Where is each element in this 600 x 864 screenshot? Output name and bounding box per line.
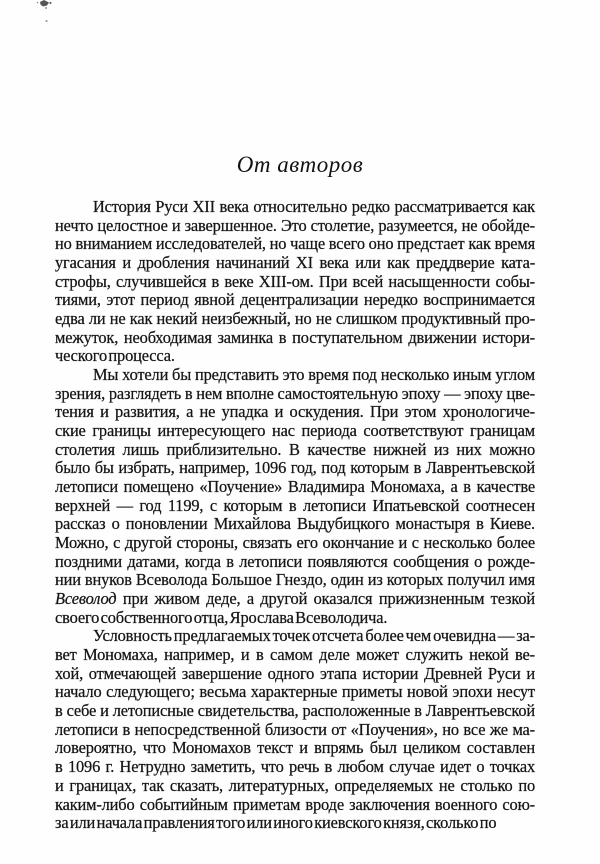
chapter-title: От авторов — [236, 152, 364, 177]
text-line: летописи в непосредственной близости от «Поучения», но все же ма- — [55, 719, 535, 739]
text-line: за или начала правления того или иного киевского князя, сколько по — [55, 813, 497, 833]
text-line: зрения, разглядеть в нем вполне самостоятельную эпоху — эпоху цве- — [55, 383, 535, 403]
text-line: нии внуков Всеволода Большое Гнездо, один из которых получил имя — [55, 570, 535, 590]
text-line: рассказ о поновлении Михайлова Выдубицкого монастыря в Киеве. — [55, 514, 535, 534]
text-line: тиями, этот период явной децентрализации нередко воспринимается — [55, 290, 535, 310]
text-line: в 1096 г. Нетрудно заметить, что речь в любом случае идет о точках — [55, 757, 535, 777]
text-line: нечто целостное и завершенное. Это столетие, разумеется, не обойде- — [55, 215, 535, 235]
text-line: Всеволод при живом деде, а другой оказался прижизненным тезкой — [55, 589, 535, 609]
text-line: Можно, с другой стороны, связать его окончание и с несколько более — [55, 533, 535, 553]
text-line: вет Мономаха, например, и в самом деле может служить некой ве- — [55, 645, 535, 665]
text-line: межуток, необходимая заминка в поступательном движении истори- — [55, 327, 535, 347]
text-line: угасания и дробления начинаний XI века или как преддверие ката- — [55, 253, 535, 273]
ink-smudge-icon — [34, 0, 60, 28]
text-line: было бы избрать, например, 1096 год, под которым в Лаврентьевской — [55, 458, 535, 478]
text-line: Мы хотели бы представить это время под несколько иным углом — [93, 365, 535, 385]
text-line: тения и развития, а не упадка и оскудения. При этом хронологиче- — [55, 402, 535, 422]
text-line: в себе и летописные свидетельства, расположенные в Лаврентьевской — [55, 701, 535, 721]
text-line: ловероятно, что Мономахов текст и впрямь был целиком составлен — [55, 738, 535, 758]
body-text-block — [55, 198, 535, 833]
text-line: своего собственного отца, Ярослава Всеволодича. — [55, 607, 388, 627]
text-line: каким-либо событийным приметам вроде заключения военного сою- — [55, 794, 535, 814]
text-line: начало следующего; весьма характерные приметы новой эпохи несут — [55, 682, 535, 702]
text-line: но вниманием исследователей, но чаще всего оно предстает как время — [55, 234, 535, 254]
text-line: верхней — год 1199, с которым в летописи Ипатьевской соотнесен — [55, 495, 535, 515]
text-line: строфы, случившейся в веке XIII-ом. При всей насыщенности собы- — [55, 271, 535, 291]
text-line: летописи помещено «Поучение» Владимира Мономаха, а в качестве — [55, 477, 535, 497]
text-line: Условность предлагаемых точек отсчета более чем очевидна — за- — [93, 626, 535, 646]
text-line: и границах, так сказать, литературных, определяемых не столько по — [55, 775, 535, 795]
text-line: поздними датами, когда в летописи появляются сообщения о рожде- — [55, 551, 535, 571]
text-line: хой, отмечающей завершение одного этапа истории Древней Руси и — [55, 663, 535, 683]
text-line: ческого процесса. — [55, 346, 175, 366]
text-line: столетия лишь приблизительно. В качестве нижней из них можно — [55, 439, 535, 459]
text-line: едва ли не как некий неизбежный, но не слишком продуктивный про- — [55, 309, 535, 329]
text-line: ские границы интересующего нас периода соответствуют границам — [55, 421, 535, 441]
text-line: История Руси XII века относительно редко рассматривается как — [93, 197, 535, 216]
